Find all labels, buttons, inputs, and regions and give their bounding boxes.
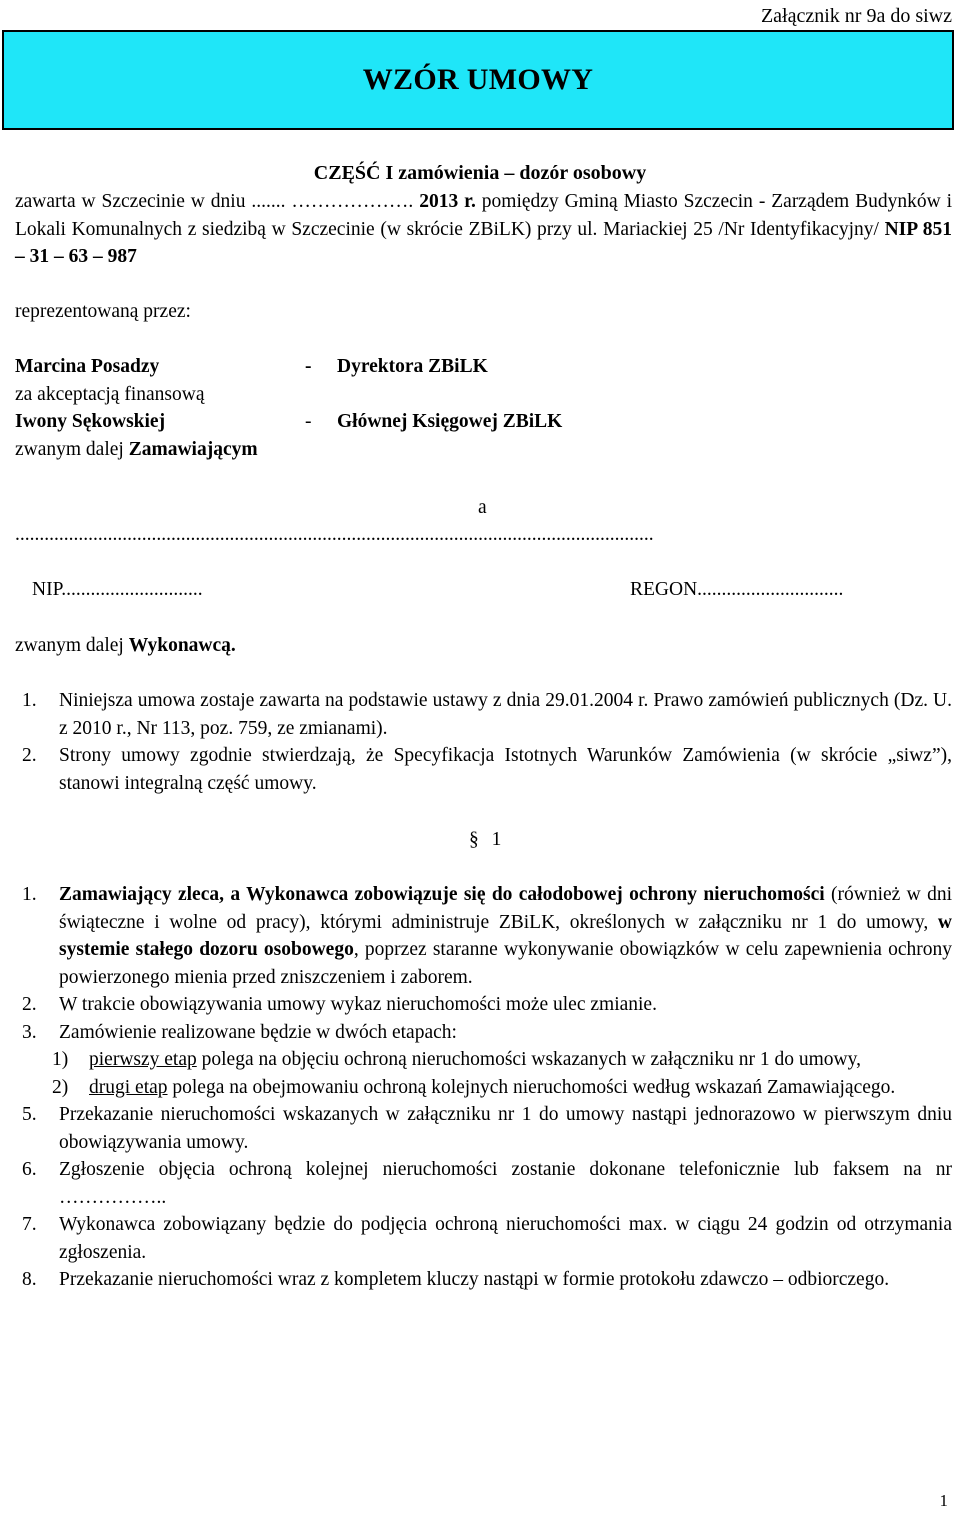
sub-item <box>15 1046 952 1074</box>
item-text: Zgłoszenie objęcia ochroną kolejnej nieruchomości zostanie dokonane telefonicznie lub faksem na nr …………….. <box>59 1159 952 1208</box>
list-item <box>15 1266 952 1294</box>
item-number: 1. <box>22 690 37 711</box>
item-text: W trakcie obowiązywania umowy wykaz nieruchomości może ulec zmianie. <box>59 994 657 1015</box>
item-number: 2. <box>22 745 37 766</box>
sub-item <box>15 1074 952 1102</box>
title-box <box>2 30 954 130</box>
list-item <box>15 1019 952 1047</box>
represented-by: reprezentowaną przez: <box>15 301 191 322</box>
item-number: 6. <box>22 1159 37 1180</box>
item-text: Niniejsza umowa zostaje zawarta na podstawie ustawy z dnia 29.01.2004 r. Prawo zamówień publicznych (Dz. U. z 2010 r., Nr 113, poz. 759, ze zmianami). <box>59 690 952 739</box>
rep-name-2: Iwony Sękowskiej <box>15 411 166 432</box>
list-item <box>15 991 952 1019</box>
rep-role-1: Dyrektora ZBiLK <box>337 356 488 377</box>
item-number: 1. <box>22 884 37 905</box>
item-text: , poprzez staranne wykonywanie obowiązków w celu zapewnienia ochrony powierzonego mienia przed zniszczeniem i zaborem. <box>59 939 952 988</box>
called-contractor-text: zwanym dalej <box>15 635 124 656</box>
section-symbol: § <box>469 829 479 850</box>
called-client-text: zwanym dalej <box>15 439 124 460</box>
rep-role-2: Głównej Księgowej ZBiLK <box>337 411 563 432</box>
page-number: 1 <box>939 1491 948 1510</box>
item-text: Przekazanie nieruchomości wraz z kompletem kluczy nastąpi w formie protokołu zdawczo – odbiorczego. <box>59 1269 890 1290</box>
item-bold-text: Zamawiający zleca, a Wykonawca zobowiązuje się do całodobowej ochrony nieruchomości <box>59 884 825 905</box>
sub-item-text: polega na objęciu ochroną nieruchomości wskazanych w załączniku nr 1 do umowy, <box>196 1049 861 1070</box>
part-title: CZĘŚĆ I zamówienia – dozór osobowy <box>313 162 647 184</box>
list-item <box>15 881 952 991</box>
rep-name-1: Marcina Posadzy <box>15 356 160 377</box>
intro-date: zawarta w Szczecinie w dniu ....... ………………. <box>15 191 414 212</box>
section-heading <box>469 826 501 854</box>
called-contractor <box>15 632 236 660</box>
contractor-nip: NIP............................. <box>32 579 203 600</box>
preamble-list <box>15 687 952 797</box>
called-client <box>15 436 258 464</box>
item-text: Strony umowy zgodnie stwierdzają, że Specyfikacja Istotnych Warunków Zamówienia (w skrócie „siwz”), stanowi integralną część umowy. <box>59 745 952 794</box>
conjunction-a: a <box>478 497 487 518</box>
sub-item-number: 2) <box>52 1076 69 1098</box>
list-item <box>15 687 952 742</box>
item-number: 8. <box>22 1269 37 1290</box>
sub-item-underlined: drugi etap <box>89 1076 168 1098</box>
contractor-regon: REGON.............................. <box>630 579 844 600</box>
rep-note: za akceptacją finansową <box>15 384 205 405</box>
item-text: (również w dni świąteczne i wolne od pracy), którymi administruje ZBiLK, określonych w załączniku nr 1 do umowy, <box>59 884 952 933</box>
contractor-dots: ................................................................................................................................... <box>15 524 654 545</box>
rep-dash-2: - <box>305 411 312 432</box>
sub-item-text: polega na obejmowaniu ochroną kolejnych nieruchomości według wskazań Zamawiającego. <box>167 1076 896 1098</box>
section-number: 1 <box>491 829 502 850</box>
section-1-list <box>15 881 952 1294</box>
called-client-name: Zamawiającym <box>128 439 258 460</box>
intro-year: 2013 r. <box>419 191 476 212</box>
document-title: WZÓR UMOWY <box>362 63 594 97</box>
list-item <box>15 1211 952 1266</box>
item-number: 3. <box>22 1021 37 1043</box>
item-number: 2. <box>22 994 37 1015</box>
item-text: Zamówienie realizowane będzie w dwóch etapach: <box>59 1021 457 1043</box>
item-text: Wykonawca zobowiązany będzie do podjęcia ochroną nieruchomości max. w ciągu 24 godzin od otrzymania zgłoszenia. <box>59 1214 952 1263</box>
item-number: 5. <box>22 1104 37 1125</box>
intro-parties: pomiędzy Gminą Miasto Szczecin - Zarządem Budynków i Lokali Komunalnych z siedzibą w Szczecinie (w skrócie ZBiLK) przy ul. Mariackiej 25 /Nr Identyfikacyjny/ <box>15 191 953 240</box>
list-item <box>15 742 952 797</box>
item-number: 7. <box>22 1214 37 1235</box>
intro-paragraph <box>15 188 952 271</box>
rep-dash-1: - <box>305 356 312 377</box>
intro-nip: NIP 851 – 31 – 63 – 987 <box>15 218 952 267</box>
sub-item-underlined: pierwszy etap <box>89 1049 197 1070</box>
item-bold-text: w systemie stałego dozoru osobowego <box>59 911 952 960</box>
called-contractor-name: Wykonawcą. <box>128 635 236 656</box>
attachment-label: Załącznik nr 9a do siwz <box>760 5 952 27</box>
list-item <box>15 1156 952 1211</box>
item-text: Przekazanie nieruchomości wskazanych w załączniku nr 1 do umowy nastąpi jednorazowo w pierwszym dniu obowiązywania umowy. <box>59 1104 952 1153</box>
list-item <box>15 1101 952 1156</box>
sub-item-number: 1) <box>52 1049 69 1070</box>
